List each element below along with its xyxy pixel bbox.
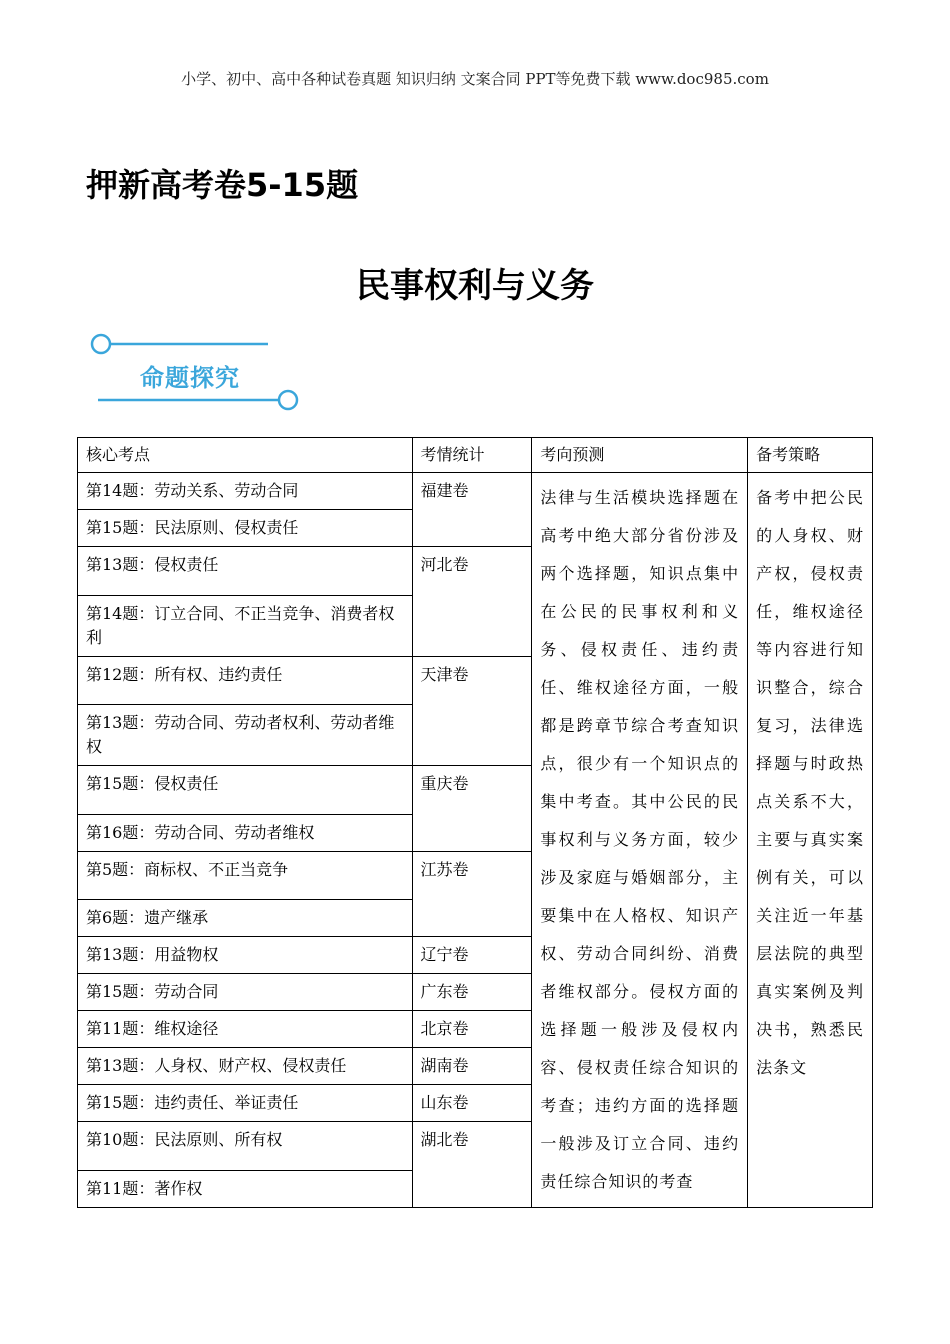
province-cell: 山东卷: [412, 1085, 532, 1122]
province-cell: 福建卷: [412, 473, 532, 547]
core-point-cell: 第14题：订立合同、不正当竞争、消费者权利: [78, 595, 413, 656]
province-cell: 北京卷: [412, 1011, 532, 1048]
page-subtitle: 民事权利与义务: [356, 266, 594, 306]
core-point-cell: 第13题：用益物权: [78, 937, 413, 974]
province-cell: 辽宁卷: [412, 937, 532, 974]
province-cell: 湖北卷: [412, 1122, 532, 1208]
core-point-cell: 第12题：所有权、违约责任: [78, 656, 413, 705]
section-badge: [90, 330, 305, 420]
badge-label: 命题探究: [140, 364, 240, 392]
core-point-cell: 第15题：违约责任、举证责任: [78, 1085, 413, 1122]
province-cell: 湖南卷: [412, 1048, 532, 1085]
table-row: [78, 473, 873, 510]
core-point-cell: 第6题：遗产继承: [78, 900, 413, 937]
core-point-cell: 第13题：侵权责任: [78, 547, 413, 596]
header-strategy: 备考策略: [748, 438, 873, 473]
core-point-cell: 第10题：民法原则、所有权: [78, 1122, 413, 1171]
province-cell: 江苏卷: [412, 851, 532, 937]
core-point-cell: 第5题：商标权、不正当竞争: [78, 851, 413, 900]
core-point-cell: 第15题：劳动合同: [78, 974, 413, 1011]
header-core: 核心考点: [78, 438, 413, 473]
header-stats: 考情统计: [412, 438, 532, 473]
prediction-cell: 法律与生活模块选择题在高考中绝大部分省份涉及两个选择题，知识点集中在公民的民事权利和义务、侵权责任、违约责任、维权途径方面，一般都是跨章节综合考查知识点，很少有一个知识点的集中考查。其中公民的民事权利与义务方面，较少涉及家庭与婚姻部分，主要集中在人格权、知识产权、劳动合同纠纷、消费者维权部分。侵权方面的选择题一般涉及侵权内容、侵权责任综合知识的考查；违约方面的选择题一般涉及订立合同、违约责任综合知识的考查: [532, 473, 748, 1208]
province-cell: 重庆卷: [412, 766, 532, 852]
core-point-cell: 第11题：著作权: [78, 1171, 413, 1208]
core-point-cell: 第15题：民法原则、侵权责任: [78, 510, 413, 547]
page-title: 押新高考卷5-15题: [86, 166, 359, 204]
core-point-cell: 第11题：维权途径: [78, 1011, 413, 1048]
province-cell: 河北卷: [412, 547, 532, 657]
core-point-cell: 第13题：劳动合同、劳动者权利、劳动者维权: [78, 705, 413, 766]
core-point-cell: 第16题：劳动合同、劳动者维权: [78, 814, 413, 851]
core-point-cell: 第14题：劳动关系、劳动合同: [78, 473, 413, 510]
core-point-cell: 第13题：人身权、财产权、侵权责任: [78, 1048, 413, 1085]
strategy-cell: 备考中把公民的人身权、财产权，侵权责任，维权途径等内容进行知识整合，综合复习，法律选择题与时政热点关系不大，主要与真实案例有关，可以关注近一年基层法院的典型真实案例及判决书，熟悉民法条文: [748, 473, 873, 1208]
core-point-cell: 第15题：侵权责任: [78, 766, 413, 815]
header-prediction: 考向预测: [532, 438, 748, 473]
page-header: 小学、初中、高中各种试卷真题 知识归纳 文案合同 PPT等免费下载 www.doc985.com: [181, 70, 769, 88]
table-header-row: [78, 438, 873, 473]
exam-table: [77, 437, 873, 1208]
province-cell: 天津卷: [412, 656, 532, 766]
province-cell: 广东卷: [412, 974, 532, 1011]
